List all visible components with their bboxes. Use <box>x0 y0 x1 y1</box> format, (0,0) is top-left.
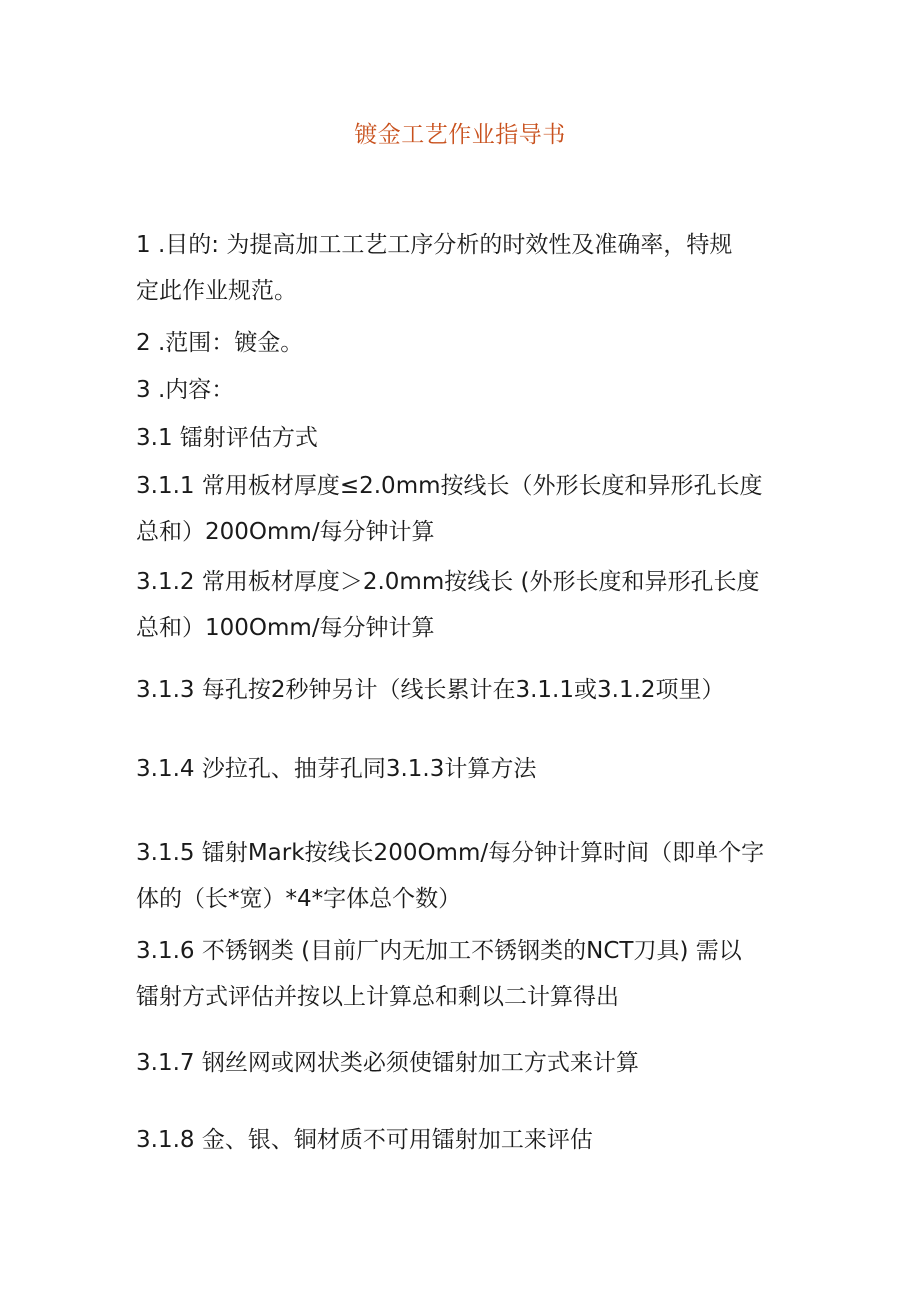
item-3-1 <box>136 415 796 461</box>
item-text-line1: 每孔按2秒钟另计（线长累计在3.1.1或3.1.2项里） <box>194 677 725 703</box>
item-1 <box>136 222 796 314</box>
item-number: 3.1.6 <box>136 938 195 964</box>
document-title: 镀金工艺作业指导书 <box>354 122 566 148</box>
item-text-line1: 钢丝网或网状类必须使镭射加工方式来计算 <box>194 1050 639 1076</box>
item-text-line1: 沙拉孔、抽芽孔同3.1.3计算方法 <box>194 756 537 782</box>
item-number: 3.1.3 <box>136 677 195 703</box>
item-text-line2: 体的（长*宽）*4*字体总个数） <box>136 886 462 912</box>
item-text-line2: 定此作业规范。 <box>136 278 297 304</box>
item-3-1-7 <box>136 1040 796 1086</box>
item-3-1-8 <box>136 1117 796 1163</box>
item-text-line2: 总和）100Omm/每分钟计算 <box>136 615 435 641</box>
item-number: 2 <box>136 330 151 356</box>
item-number: 1 <box>136 232 151 258</box>
item-text-line1: 常用板材厚度≤2.0mm按线长（外形长度和异形孔长度 <box>194 473 763 499</box>
item-text-line1: 常用板材厚度＞2.0mm按线长 (外形长度和异形孔长度 <box>194 569 760 595</box>
item-2 <box>136 320 796 366</box>
item-number: 3.1.2 <box>136 569 195 595</box>
item-3-1-2 <box>136 559 796 651</box>
item-text-line1: 金、银、铜材质不可用镭射加工来评估 <box>194 1127 593 1153</box>
item-number: 3.1 <box>136 425 173 451</box>
item-number: 3.1.5 <box>136 840 195 866</box>
item-3-1-4 <box>136 746 796 792</box>
item-number: 3 <box>136 377 151 403</box>
item-text-line1: 镭射Mark按线长200Omm/每分钟计算时间（即单个字 <box>194 840 765 866</box>
item-number: 3.1.4 <box>136 756 195 782</box>
item-text-line1: .内容： <box>150 377 235 403</box>
item-3-1-1 <box>136 463 796 555</box>
item-text-line1: 不锈钢类 (目前厂内无加工不锈钢类的NCT刀具) 需以 <box>194 938 742 964</box>
item-3-1-5 <box>136 830 796 922</box>
item-number: 3.1.1 <box>136 473 195 499</box>
item-text-line1: .范围：镀金。 <box>150 330 304 356</box>
item-text-line1: .目的: 为提高加工工艺工序分析的时效性及准确率，特规 <box>150 232 733 258</box>
item-number: 3.1.7 <box>136 1050 195 1076</box>
item-text-line2: 镭射方式评估并按以上计算总和剩以二计算得出 <box>136 984 619 1010</box>
item-3 <box>136 367 796 413</box>
item-3-1-6 <box>136 928 796 1020</box>
item-text-line2: 总和）200Omm/每分钟计算 <box>136 519 435 545</box>
item-number: 3.1.8 <box>136 1127 195 1153</box>
item-text-line1: 镭射评估方式 <box>172 425 318 451</box>
item-3-1-3 <box>136 667 796 713</box>
